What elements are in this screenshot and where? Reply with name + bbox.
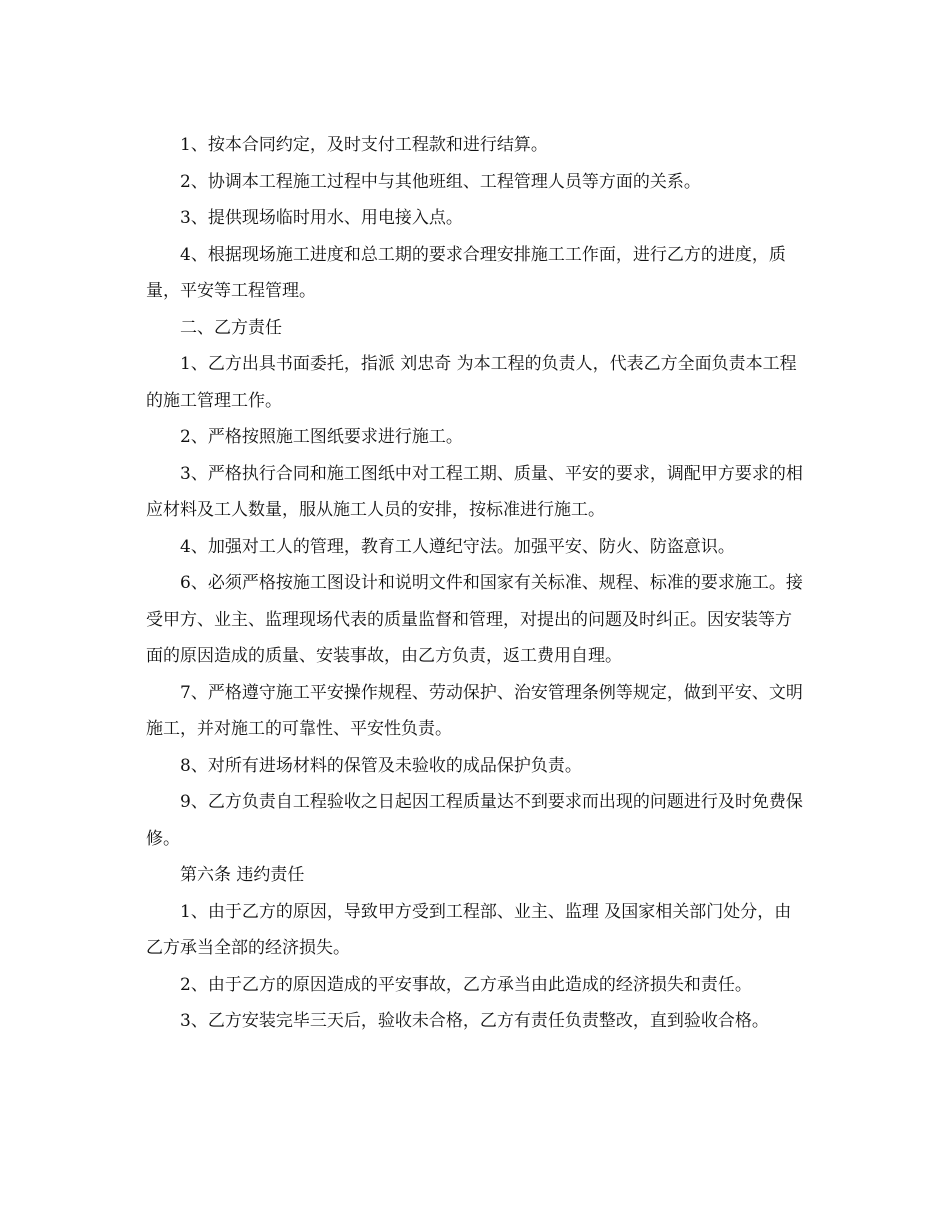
paragraph-breach-2: 2、由于乙方的原因造成的平安事故，乙方承当由此造成的经济损失和责任。 (180, 974, 752, 995)
document-body (146, 127, 804, 1040)
paragraph-party-a-3: 3、提供现场临时用水、用电接入点。 (180, 208, 463, 228)
paragraph-party-b-2: 2、严格按照施工图纸要求进行施工。 (180, 427, 463, 447)
paragraph-party-b-6: 6、必须严格按施工图设计和说明文件和国家有关标准、规程、标准的要求施工。接受甲方、业主、监理现场代表的质量监督和管理，对提出的问题及时纠正。因安装等方面的原因造成的质量、安装事故，由乙方负责，返工费用自理。 (146, 573, 803, 666)
paragraph-breach-3: 3、乙方安装完毕三天后，验收未合格，乙方有责任负责整改，直到验收合格。 (180, 1011, 769, 1031)
section-heading-party-b: 二、乙方责任 (180, 317, 282, 338)
paragraph-party-b-9: 9、乙方负责自工程验收之日起因工程质量达不到要求而出现的问题进行及时免费保修。 (146, 792, 803, 849)
paragraph-party-a-2: 2、协调本工程施工过程中与其他班组、工程管理人员等方面的关系。 (180, 171, 701, 192)
paragraph-party-b-1: 1、乙方出具书面委托，指派 刘忠奇 为本工程的负责人，代表乙方全面负责本工程的施工管理工作。 (146, 354, 797, 411)
paragraph-breach-1: 1、由于乙方的原因，导致甲方受到工程部、业主、监理 及国家相关部门处分，由乙方承当全部的经济损失。 (146, 901, 792, 958)
paragraph-party-b-4: 4、加强对工人的管理，教育工人遵纪守法。加强平安、防火、防盗意识。 (180, 536, 735, 557)
paragraph-party-a-4: 4、根据现场施工进度和总工期的要求合理安排施工工作面，进行乙方的进度，质量，平安等工程管理。 (146, 244, 786, 301)
paragraph-party-a-1: 1、按本合同约定，及时支付工程款和进行结算。 (180, 135, 548, 155)
paragraph-party-b-3: 3、严格执行合同和施工图纸中对工程工期、质量、平安的要求，调配甲方要求的相应材料及工人数量，服从施工人员的安排，按标准进行施工。 (146, 463, 803, 520)
paragraph-party-b-7: 7、严格遵守施工平安操作规程、劳动保护、治安管理条例等规定，做到平安、文明施工，并对施工的可靠性、平安性负责。 (146, 682, 803, 739)
section-heading-article-6: 第六条 违约责任 (180, 865, 305, 885)
paragraph-party-b-8: 8、对所有进场材料的保管及未验收的成品保护负责。 (180, 755, 582, 776)
